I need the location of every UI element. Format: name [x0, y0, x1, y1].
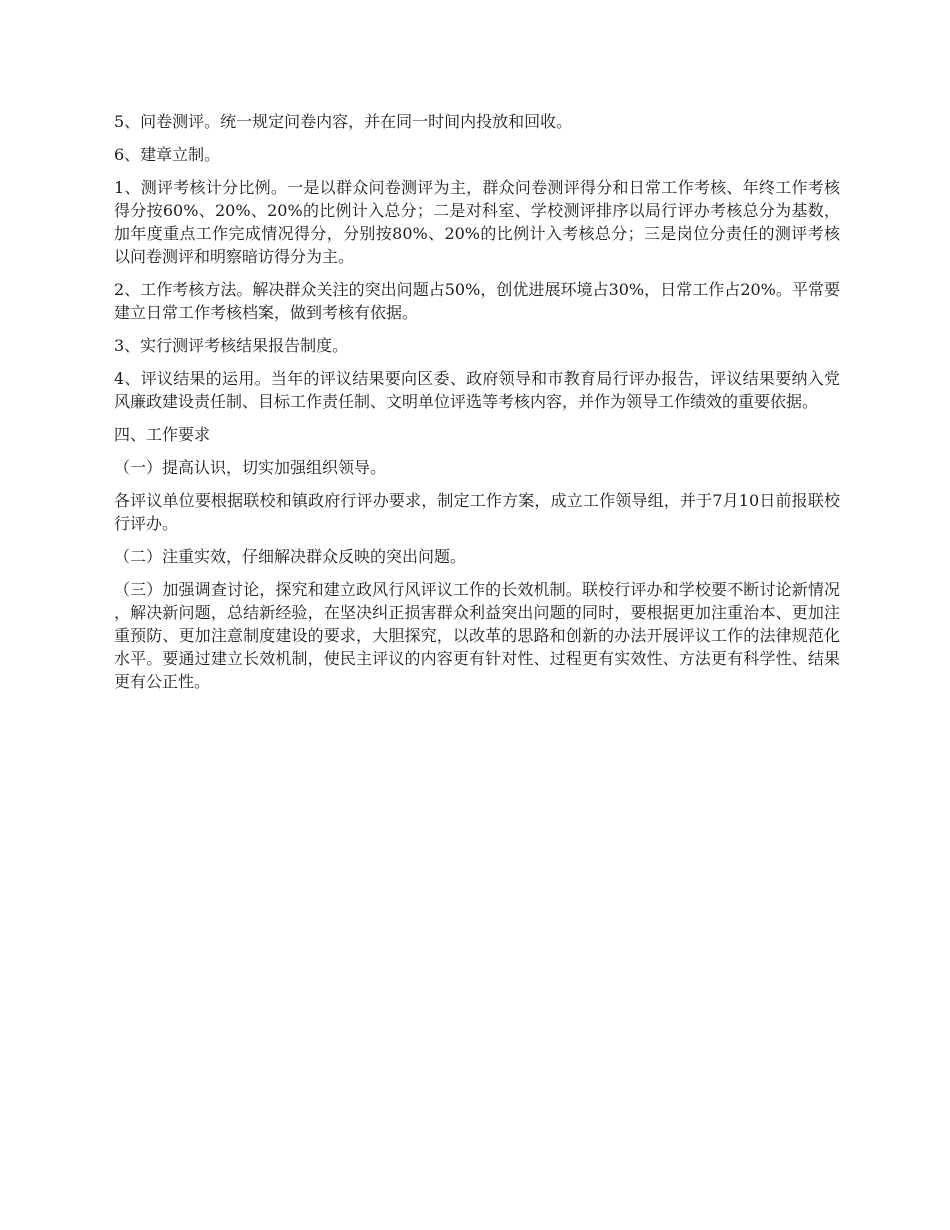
section-heading-work-requirements: 四、工作要求 [114, 425, 211, 444]
paragraph-requirement-3: （三）加强调查讨论，探究和建立政风行风评议工作的长效机制。联校行评办和学校要不断讨论新情况，解决新问题，总结新经验，在坚决纠正损害群众利益突出问题的同时，要根据更加注重治本、更加注重预防、更加注意制度建设的要求，大胆探究，以改革的思路和创新的办法开展评议工作的法律规范化水平。要通过建立长效机制，使民主评议的内容更有针对性、过程更有实效性、方法更有科学性、结果更有公正性。 [114, 580, 840, 691]
paragraph-requirement-1: （一）提高认识，切实加强组织领导。 [114, 458, 387, 477]
paragraph-unit-plan: 各评议单位要根据联校和镇政府行评办要求，制定工作方案，成立工作领导组，并于7月10日前报联校行评办。 [114, 491, 840, 533]
paragraph-questionnaire: 5、问卷测评。统一规定问卷内容，并在同一时间内投放和回收。 [114, 112, 573, 131]
paragraph-assessment-method: 2、工作考核方法。解决群众关注的突出问题占50%，创优进展环境占30%，日常工作占20%。平常要建立日常工作考核档案，做到考核有依据。 [114, 280, 840, 322]
paragraph-requirement-2: （二）注重实效，仔细解决群众反映的突出问题。 [114, 547, 467, 566]
paragraph-report-system: 3、实行测评考核结果报告制度。 [114, 336, 349, 355]
paragraph-scoring-ratio: 1、测评考核计分比例。一是以群众问卷测评为主，群众问卷测评得分和日常工作考核、年终工作考核得分按60%、20%、20%的比例计入总分；二是对科室、学校测评排序以局行评办考核总分为基数，加年度重点工作完成情况得分，分别按80%、20%的比例计入考核总分；三是岗位分责任的测评考核以问卷测评和明察暗访得分为主。 [114, 178, 840, 266]
paragraph-regulations: 6、建章立制。 [114, 145, 221, 164]
paragraph-result-usage: 4、评议结果的运用。当年的评议结果要向区委、政府领导和市教育局行评办报告，评议结果要纳入党风廉政建设责任制、目标工作责任制、文明单位评选等考核内容，并作为领导工作绩效的重要依据。 [114, 369, 840, 411]
document-page [114, 110, 840, 703]
